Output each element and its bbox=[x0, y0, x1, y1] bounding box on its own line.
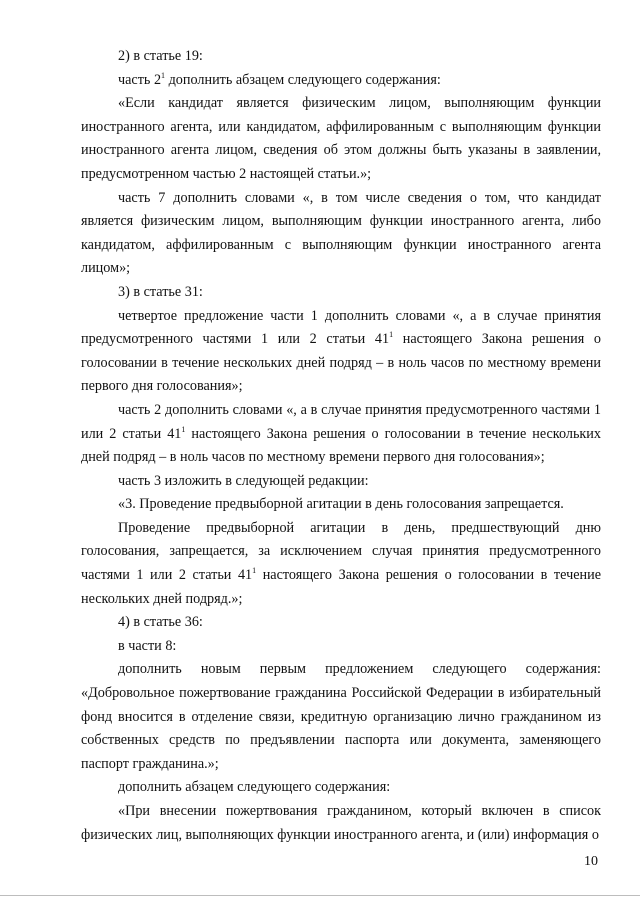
superscript: 1 bbox=[389, 330, 394, 340]
text: часть 3 изложить в следующей редакции: bbox=[118, 472, 369, 489]
text: дополнить новым первым предложением следующего содержания: «Добровольное пожертвование гражданина Российской Федерации в избирательный фонд вносится в отделение связи, кредитную организацию лично гражданином из собственных средств по предъявлении паспорта или документа, заменяющего паспорт гражданина.»; bbox=[81, 661, 601, 772]
text: дополнить абзацем следующего содержания: bbox=[165, 71, 441, 88]
text: в части 8: bbox=[118, 637, 177, 654]
text: «При внесении пожертвования гражданином, который включен в список физических лиц, выполняющих функции иностранного агента, и (или) информация о bbox=[81, 803, 601, 843]
superscript: 1 bbox=[181, 424, 186, 434]
paragraph-article-36-heading bbox=[81, 611, 601, 635]
paragraph-part-3 bbox=[81, 470, 601, 494]
paragraph-agitation-day-before bbox=[81, 517, 601, 611]
scan-edge-line bbox=[0, 895, 640, 896]
paragraph-donation-sentence bbox=[81, 658, 601, 776]
text: часть 7 дополнить словами «, в том числе сведения о том, что кандидат является физическим лицом, выполняющим функции иностранного агента, либо кандидатом, аффилированным с выполняющим функции иностранного агента лицом»; bbox=[81, 189, 601, 277]
paragraph-quote-agitation bbox=[81, 493, 601, 517]
text: часть 2 дополнить словами «, а в случае принятия предусмотренного частями 1 или 2 статьи 41 bbox=[81, 401, 601, 442]
paragraph-part-1-sentence-4 bbox=[81, 305, 601, 399]
paragraph-part-2 bbox=[81, 399, 601, 470]
paragraph-part-7 bbox=[81, 187, 601, 281]
paragraph-article-31-heading bbox=[81, 281, 601, 305]
paragraph-part-8 bbox=[81, 635, 601, 659]
superscript: 1 bbox=[161, 70, 166, 80]
paragraph-quote-donation bbox=[81, 800, 601, 847]
text: «Если кандидат является физическим лицом, выполняющим функции иностранного агента, или кандидатом, аффилированным с выполняющим функции иностранного агента лицом, сведения об этом должны быть указаны в заявлении, предусмотренном частью 2 настоящей статьи.»; bbox=[81, 95, 601, 182]
text: дополнить абзацем следующего содержания: bbox=[118, 779, 391, 796]
text: 3) в статье 31: bbox=[118, 283, 203, 300]
paragraph-add-abzac bbox=[81, 776, 601, 800]
text: «3. Проведение предвыборной агитации в день голосования запрещается. bbox=[118, 496, 564, 513]
text: настоящего Закона решения о голосовании в течение нескольких дней подряд – в ноль часов по местному времени первого дня голосования»; bbox=[81, 331, 601, 395]
paragraph-part-2-1 bbox=[81, 69, 601, 93]
text: четвертое предложение части 1 дополнить словами «, а в случае принятия предусмотренного частями 1 или 2 статьи 41 bbox=[81, 307, 601, 348]
text: 4) в статье 36: bbox=[118, 614, 203, 631]
page-number: 10 bbox=[584, 854, 598, 869]
text: настоящего Закона решения о голосовании в течение нескольких дней подряд – в ноль часов по местному времени первого дня голосования»; bbox=[81, 425, 601, 466]
paragraph-article-19-heading bbox=[81, 45, 601, 69]
document-body bbox=[81, 45, 601, 847]
text: 2) в статье 19: bbox=[118, 48, 203, 64]
text: Проведение предвыборной агитации в день, предшествующий дню голосования, запрещается, за исключением случая принятия предусмотренного частями 1 или 2 статьи 41 bbox=[81, 519, 601, 584]
text: часть 2 bbox=[118, 71, 162, 88]
superscript: 1 bbox=[252, 566, 257, 576]
paragraph-quote-candidate bbox=[81, 92, 601, 186]
text: настоящего Закона решения о голосовании в течение нескольких дней подряд.»; bbox=[81, 567, 601, 607]
